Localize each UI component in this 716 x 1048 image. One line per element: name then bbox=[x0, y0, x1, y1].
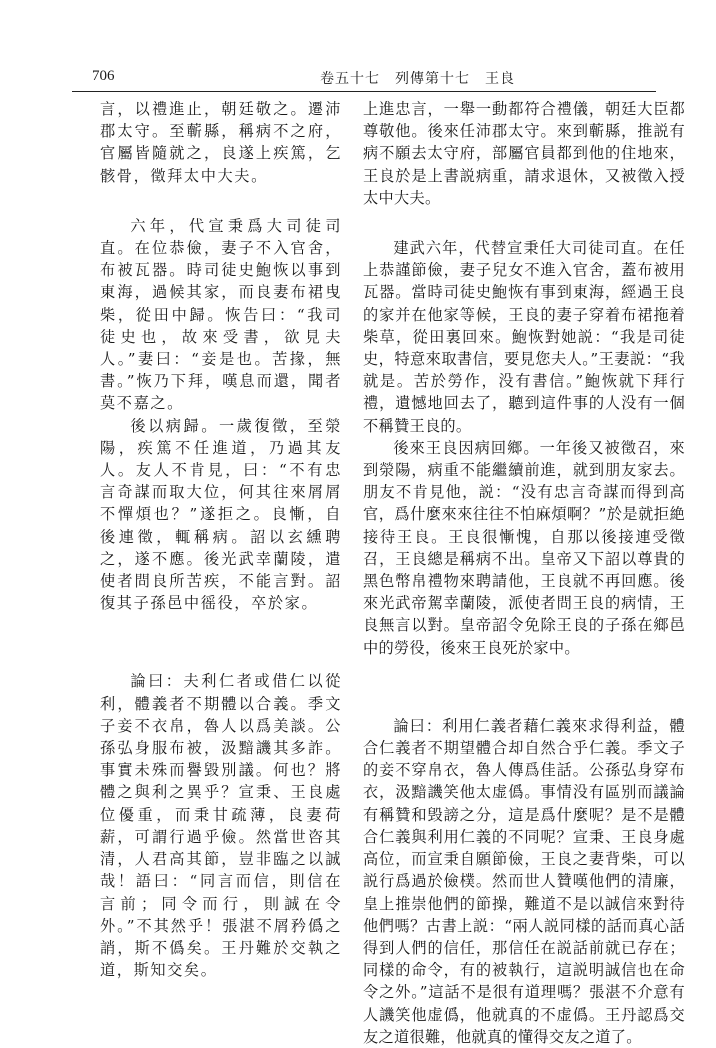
header-rule bbox=[72, 91, 656, 92]
classical-paragraph-3: 後以病歸。一歲復徵，至滎陽，疾篤不任進道，乃過其友人。友人不肯見，曰：“不有忠言奇謀而取大位，何其往來屑屑不憚煩也？”遂拒之。良慚，自後連徵，輒稱病。詔以玄纁聘之，遂不應。後光武幸蘭陵，遣使者問良所苦疾，不能言對。詔復其子孫邑中徭役，卒於家。 bbox=[100, 416, 342, 613]
page-number: 706 bbox=[92, 68, 115, 84]
page-header bbox=[72, 64, 656, 90]
classical-paragraph-4: 論曰：夫利仁者或借仁以從利，體義者不期體以合義。季文子妾不衣帛，魯人以爲美談。公孫弘身服布被，汲黯譏其多詐。事實未殊而譽毀別議。何也？將體之與利之異乎？宣秉、王良處位優重，而秉甘疏薄，良妻荷薪，可謂行過乎儉。然當世咨其清，人君高其節，豈非臨之以誠哉！語曰：“同言而信，則信在言前；同令而行，則誠在令外。”不其然乎！張湛不屑矜僞之誚，斯不僞矣。王丹難於交執之道，斯知交矣。 bbox=[100, 672, 342, 980]
translation-paragraph-3: 後來王良因病回鄉。一年後又被徵召，來到滎陽，病重不能繼續前進，就到朋友家去。朋友不肯見他，説：“没有忠言奇謀而得到高官，爲什麼來來往往不怕麻煩啊？”於是就拒絶接待王良。王良很慚愧，自那以後接連受徵召，王良總是稱病不出。皇帝又下詔以尊貴的黑色幣帛禮物來聘請他，王良就不再回應。後來光武帝駕幸蘭陵，派使者問王良的病情，王良無言以對。皇帝詔令免除王良的子孫在鄉邑中的勞役，後來王良死於家中。 bbox=[363, 438, 685, 657]
classical-paragraph-1: 言，以禮進止，朝廷敬之。遷沛郡太守。至蘄縣，稱病不之府，官屬皆隨就之，良遂上疾篤，乞骸骨，徵拜太中大夫。 bbox=[100, 100, 342, 185]
classical-text-column bbox=[100, 98, 342, 981]
running-head: 卷五十七 列傳第十七 王良 bbox=[320, 71, 515, 87]
translation-paragraph-1: 上進忠言，一舉一動都符合禮儀，朝廷大臣都尊敬他。後來任沛郡太守。來到蘄縣，推説有病不願去太守府，部屬官員都到他的住地來，王良於是上書説病重，請求退休，又被徵入授太中大夫。 bbox=[363, 100, 685, 207]
translation-paragraph-4: 論曰：利用仁義者藉仁義來求得利益，體合仁義者不期望體合却自然合乎仁義。季文子的妾不穿帛衣，魯人傳爲佳話。公孫弘身穿布衣，汲黯譏笑他太虚僞。事情没有區别而議論有稱贊和毁謗之分，這是爲什麼呢？是不是體合仁義與利用仁義的不同呢？宣秉、王良身處高位，而宣秉自願節儉，王良之妻背柴，可以説行爲過於儉樸。然而世人贊嘆他們的清廉，皇上推崇他們的節操，難道不是以誠信來對待他們嗎？古書上説：“兩人説同樣的話而真心話得到人們的信任，那信任在説話前就已存在；同樣的命令，有的被執行，這説明誠信也在命令之外。”這話不是很有道理嗎？張湛不介意有人譏笑他虚僞，他就真的不虚僞。王丹認爲交友之道很難，他就真的懂得交友之道了。 bbox=[363, 716, 685, 1046]
translation-paragraph-2: 建武六年，代替宣秉任大司徒司直。在任上恭謹節儉，妻子兒女不進入官舍，蓋布被用瓦器。當時司徒史鮑恢有事到東海，經過王良的家并在他家等候，王良的妻子穿着布裙拖着柴草，從田裏回來。鮑恢對她説：“我是司徒史，特意來取書信，要見您夫人。”王妻説：“我就是。苦於勞作，没有書信。”鮑恢就下拜行禮，遺憾地回去了，聽到這件事的人没有一個不稱贊王良的。 bbox=[363, 239, 685, 435]
classical-paragraph-2: 六年，代宣秉爲大司徒司直。在位恭儉，妻子不入官舍，布被瓦器。時司徒史鮑恢以事到東海，過候其家，而良妻布裙曳柴，從田中歸。恢告曰：“我司徒史也，故來受書，欲見夫人。”妻曰：“妾是也。苦掾，無書。”恢乃下拜，嘆息而還，聞者莫不嘉之。 bbox=[100, 216, 342, 413]
translation-column bbox=[363, 98, 685, 1048]
